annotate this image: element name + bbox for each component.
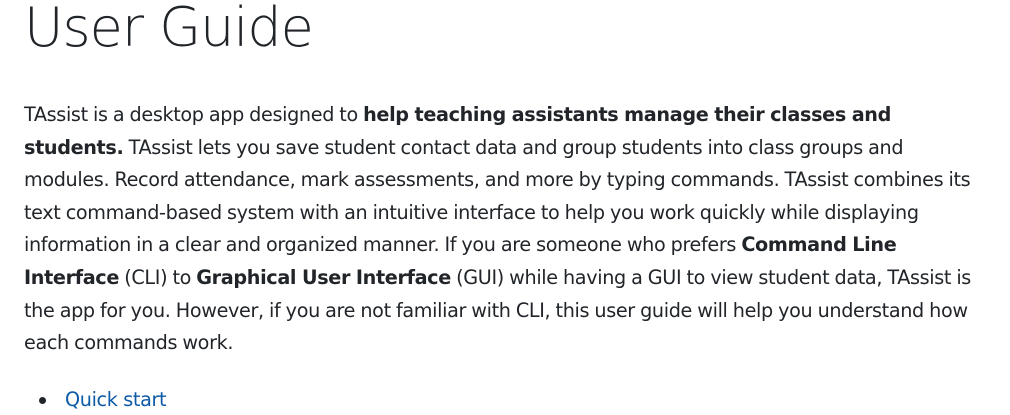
- intro-bold-1: help teaching assistants manage their classes and students.: [24, 103, 892, 159]
- bullet-icon: [39, 397, 46, 404]
- table-of-contents: [24, 384, 166, 415]
- toc-link-quick-start[interactable]: Quick start: [65, 388, 167, 411]
- intro-text-4: (GUI) while having a GUI to view student data, TAssist is the app for you. However, if you are not familiar with CLI, this user guide will help you understand how each commands work.: [24, 265, 971, 355]
- intro-bold-2: Command Line Interface: [24, 233, 897, 289]
- intro-text-3: (CLI) to: [118, 265, 197, 289]
- intro-text-2: TAssist lets you save student contact data and group students into class groups and modules. Record attendance, mark assessments, and more by typing commands. TAssist combines its text command-based system with an intuitive interface to help you work quickly while displaying information in a clear and organized manner. If you are someone who prefers: [24, 135, 971, 257]
- intro-bold-3: Graphical User Interface: [196, 265, 451, 289]
- intro-text-1: TAssist is a desktop app designed to: [24, 103, 364, 126]
- intro-paragraph: [24, 99, 984, 360]
- page-title: User Guide: [24, 0, 313, 59]
- toc-item-quick-start: [24, 384, 166, 415]
